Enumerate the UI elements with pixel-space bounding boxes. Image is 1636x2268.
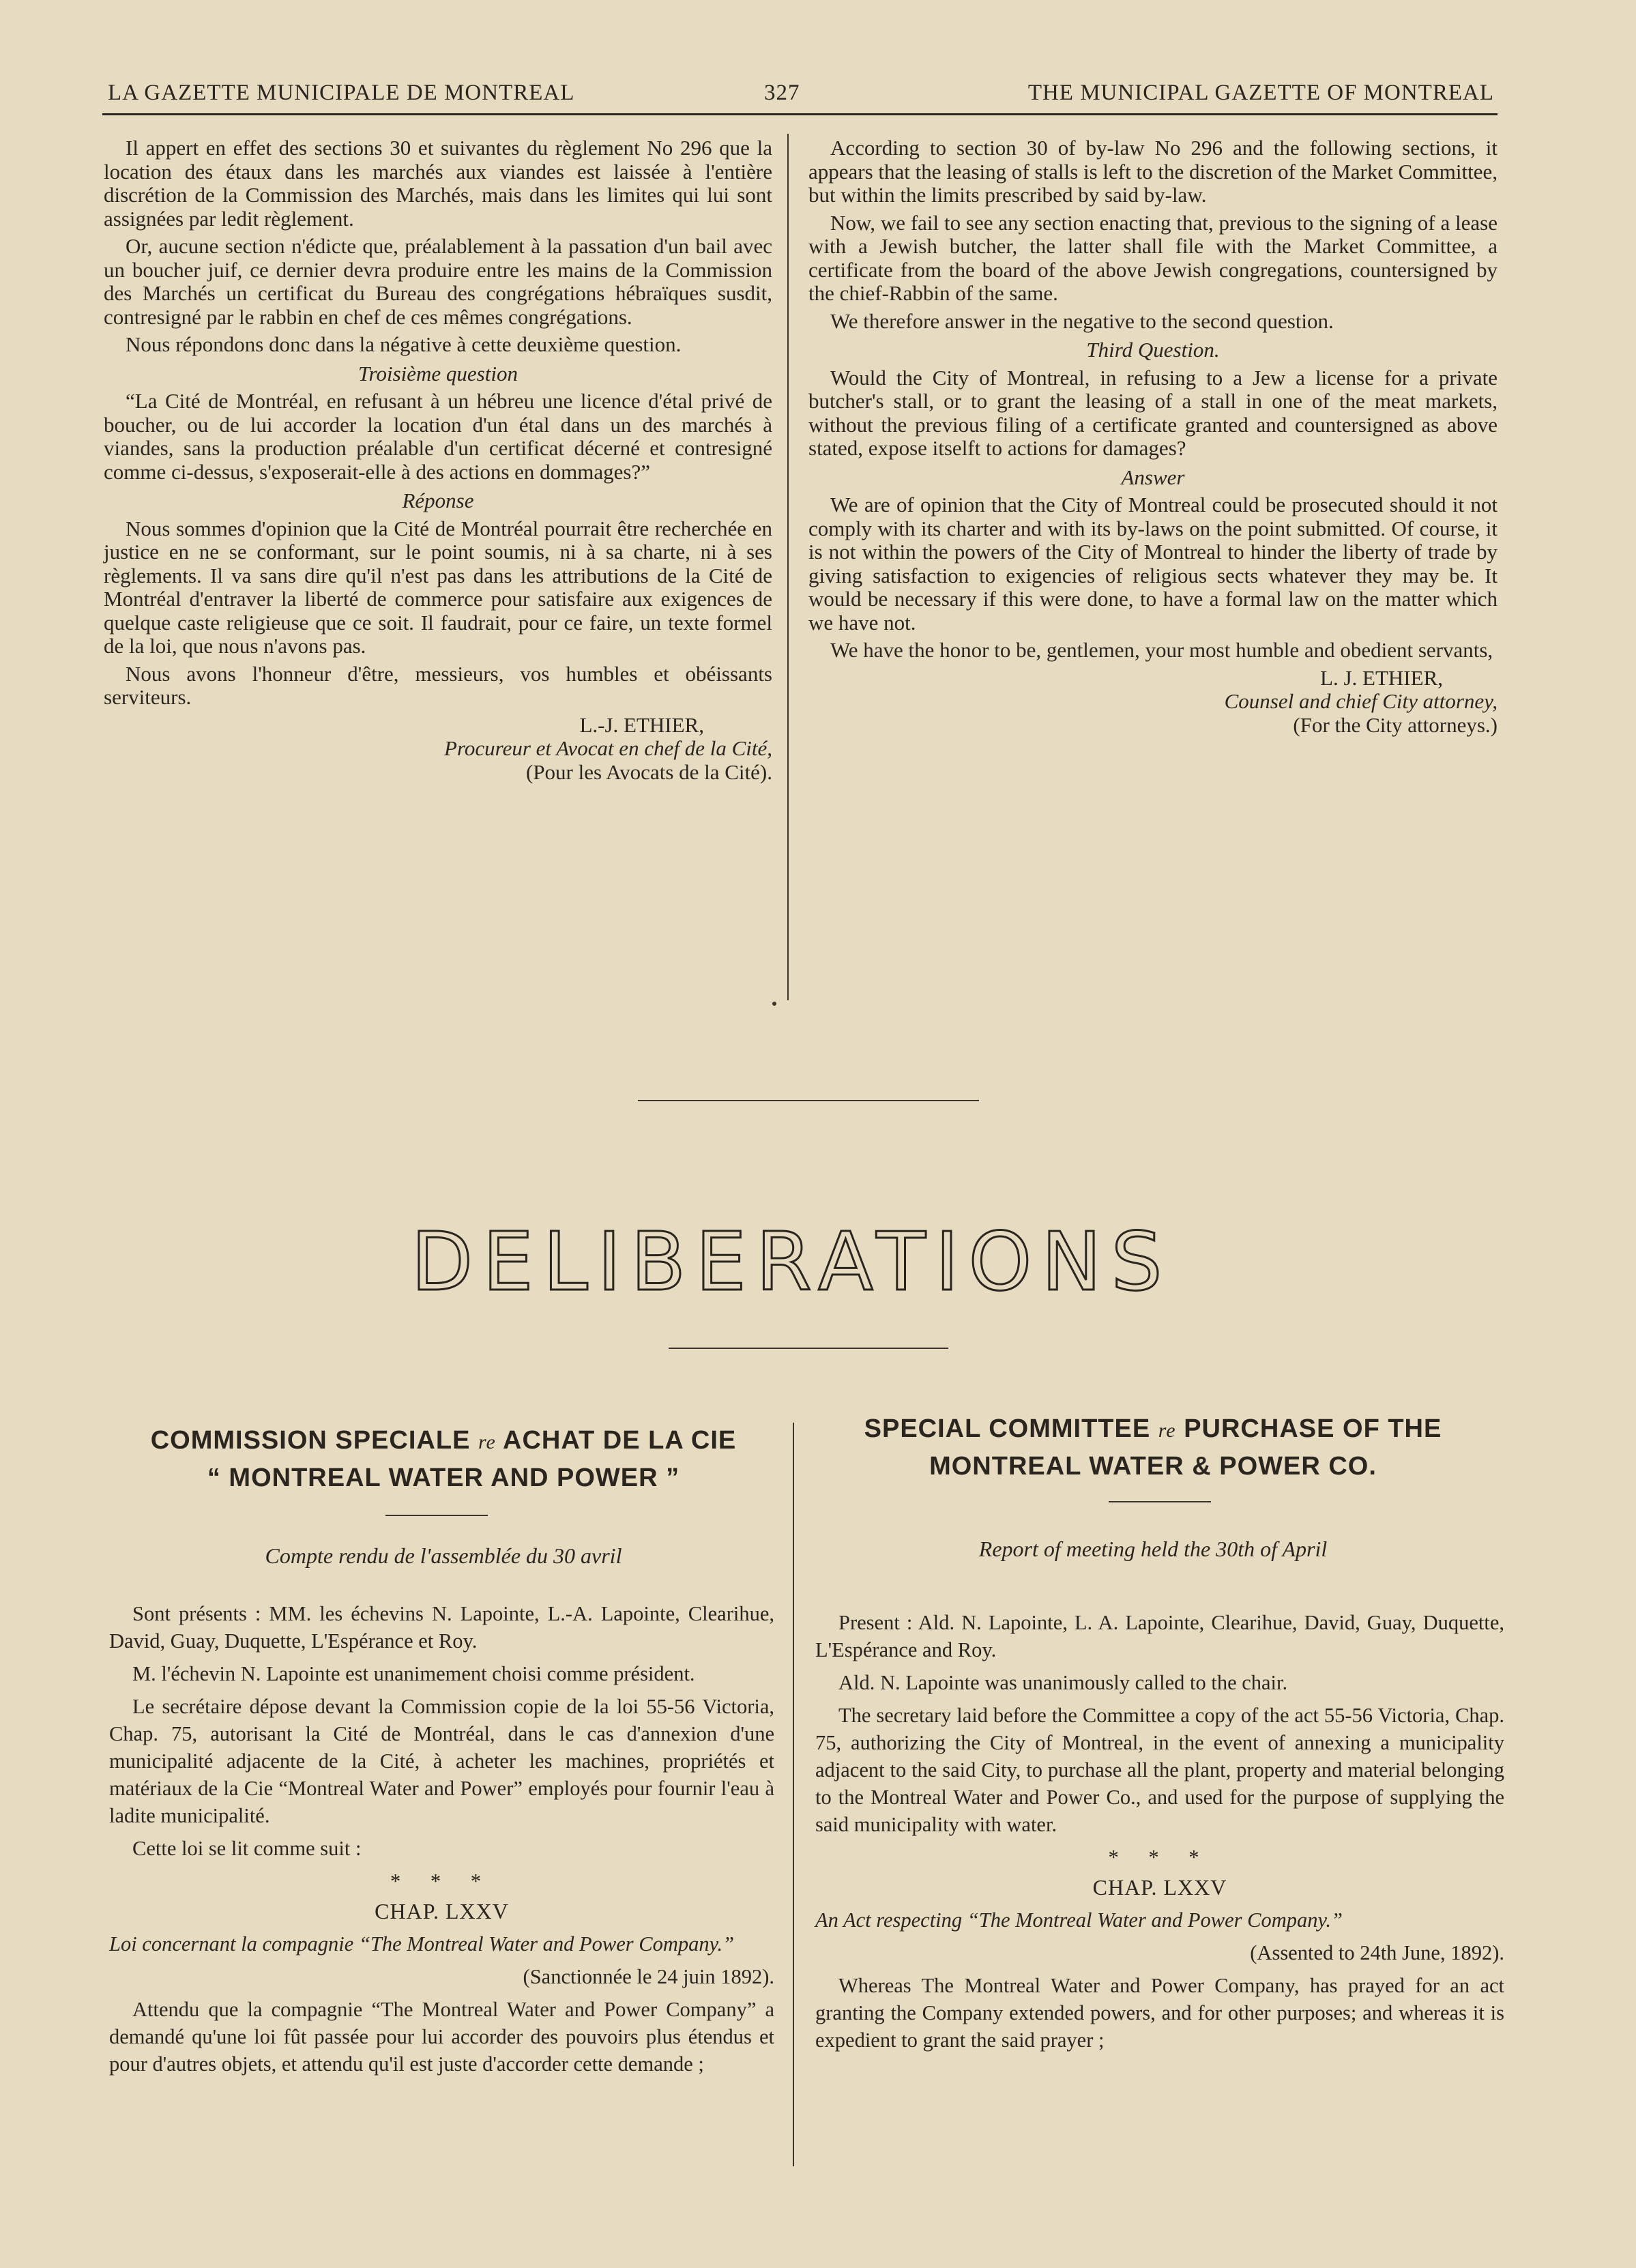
title-line-1: COMMISSION SPECIALE re ACHAT DE LA CIE — [150, 1426, 737, 1455]
paragraph: Sont présents : MM. les échevins N. Lapointe, L.-A. Lapointe, Clearihue, David, Guay, Duquette, L'Espérance et Roy. — [109, 1602, 774, 1653]
title-line-2: MONTREAL WATER & POWER CO. — [929, 1452, 1377, 1481]
title-line-2: “ MONTREAL WATER AND POWER ” — [207, 1464, 680, 1492]
title-rule — [385, 1515, 488, 1516]
signature-title: Counsel and chief City attorney, — [1224, 689, 1498, 713]
signature-name: L. J. ETHIER, — [1320, 665, 1443, 690]
paragraph: Cette loi se lit comme suit : — [132, 1837, 362, 1860]
paragraph: Whereas The Montreal Water and Power Company, has prayed for an act granting the Company extended powers, and for other purposes; and whereas it is expedient to grant the said prayer ; — [815, 1974, 1504, 2052]
french-section-title — [109, 1423, 778, 1496]
paragraph: Would the City of Montreal, in refusing to a Jew a license for a private butcher's stall, or to grant the leasing of a stall in one of the meat markets, without the previous filing of a certificate granted and countersigned as above stated, expose itselft to actions for damages? — [808, 365, 1498, 460]
header-french-title: LA GAZETTE MUNICIPALE DE MONTREAL — [108, 81, 575, 105]
title-rule — [1109, 1501, 1211, 1502]
paragraph: Or, aucune section n'édicte que, préalablement à la passation d'un bail avec un boucher juif, ce dernier devra produire entre les mains de la Commission des Marchés un certificat du Bureau des congrégations hébraïques susdit, contresigné par le rabbin en chef de ces mêmes congrégations. — [104, 234, 772, 329]
header-rule — [102, 113, 1498, 115]
act-title: An Act respecting “The Montreal Water and Power Company.” — [815, 1908, 1343, 1932]
deliberations-banner: DELIBERATIONS — [411, 1215, 1172, 1309]
chapter-heading: CHAP. LXXV — [375, 1899, 509, 1923]
signature-note: (Pour les Avocats de la Cité). — [525, 759, 772, 784]
sanction-date: (Sanctionnée le 24 juin 1892). — [523, 1965, 774, 1988]
paragraph: Attendu que la compagnie “The Montreal Water and Power Company” a demandé qu'une loi fût passée pour lui accorder des pouvoirs plus étendus et pour d'autres objets, et attendu qu'il est juste d'accorder cette demande ; — [109, 1998, 774, 2076]
running-header — [102, 76, 1494, 117]
paragraph: We therefore answer in the negative to the second question. — [830, 308, 1334, 333]
english-subtitle: Report of meeting held the 30th of April — [978, 1537, 1328, 1561]
french-opinion-column — [104, 136, 772, 784]
page-number: 327 — [764, 81, 800, 105]
paragraph: Nous sommes d'opinion que la Cité de Montréal pourrait être recherchée en justice en ne se conformant, sur le point soumis, ni à sa charte, ni à ses règlements. Il va sans dire qu'il n'est pas dans les attributions de la Cité de Montréal d'entraver la liberté de commerce pour satisfaire aux exigences de quelque caste religieuse que ce soit. Il faudrait, pour ce faire, un texte formel de la loi, que nous n'avons pas. — [104, 516, 772, 658]
header-english-title: THE MUNICIPAL GAZETTE OF MONTREAL — [1027, 81, 1494, 105]
paragraph: The secretary laid before the Committee a copy of the act 55-56 Victoria, Chap. 75, authorizing the City of Montreal, in the event of annexing a municipality adjacent to the said City, to purchase all the plant, property and material belonging to the Montreal Water and Power Co., and used for the purpose of supplying the said municipality with water. — [815, 1704, 1504, 1836]
paragraph: We are of opinion that the City of Montreal could be prosecuted should it not comply with its charter and with its by-laws on the point submitted. Of course, it is not within the powers of the City of Montreal to hinder the liberty of trade by giving satisfaction to exigencies of religious sects whatever they may be. It would be necessary if this were done, to have a formal law on the matter which we have not. — [808, 493, 1498, 635]
section-heading: Troisième question — [358, 361, 518, 386]
paragraph: Present : Ald. N. Lapointe, L. A. Lapointe, Clearihue, David, Guay, Duquette, L'Espérance and Roy. — [815, 1611, 1504, 1661]
paragraph: Il appert en effet des sections 30 et suivantes du règlement No 296 que la location des étaux dans les marchés aux viandes est laissée à l'entière discrétion de la Commission des Marchés, mais dans les limites qui lui sont assignées par ledit règlement. — [104, 136, 772, 231]
act-title: Loi concernant la compagnie “The Montreal Water and Power Company.” — [109, 1932, 735, 1956]
signature-name: L.-J. ETHIER, — [579, 712, 704, 737]
french-minutes-column — [109, 1600, 774, 2083]
paragraph: We have the honor to be, gentlemen, your most humble and obedient servants, — [830, 638, 1493, 662]
column-divider-bottom — [793, 1423, 794, 2166]
paragraph: “La Cité de Montréal, en refusant à un hébreu une licence d'étal privé de boucher, ou de lui accorder la location d'un étal dans un des marchés à viandes, sans la production préalable d'un certificat décerné et contresigné comme ci-dessus, s'exposerait-elle à des actions en dommages?” — [104, 389, 772, 484]
section-divider — [638, 1100, 979, 1101]
chapter-heading: CHAP. LXXV — [1092, 1875, 1227, 1900]
print-mark — [772, 1002, 776, 1006]
paragraph: Le secrétaire dépose devant la Commission copie de la loi 55-56 Victoria, Chap. 75, autorisant la Cité de Montréal, dans le cas d'annexion d'une municipalité adjacente de la Cité, à acheter les machines, propriétés et matériaux de la Cie “Montreal Water and Power” employés pour fournir l'eau à ladite municipalité. — [109, 1695, 774, 1827]
paragraph: Nous répondons donc dans la négative à cette deuxième question. — [126, 332, 682, 356]
french-subtitle: Compte rendu de l'assemblée du 30 avril — [265, 1543, 622, 1568]
signature-title: Procureur et Avocat en chef de la Cité, — [444, 736, 772, 760]
title-line-1: SPECIAL COMMITTEE re PURCHASE OF THE — [864, 1414, 1442, 1443]
ornament-stars: * * * — [1108, 1846, 1212, 1869]
section-heading: Réponse — [402, 489, 474, 512]
english-section-title — [812, 1411, 1494, 1484]
paragraph: M. l'échevin N. Lapointe est unanimement choisi comme président. — [132, 1662, 695, 1685]
paragraph: Ald. N. Lapointe was unanimously called to the chair. — [838, 1671, 1288, 1694]
english-opinion-column — [808, 136, 1498, 737]
ornament-stars: * * * — [390, 1870, 493, 1893]
paragraph: According to section 30 of by-law No 296 and the following sections, it appears that the leasing of stalls is left to the discretion of the Market Committee, but within the limits prescribed by said by-law. — [808, 136, 1498, 207]
column-divider-top — [787, 134, 789, 1000]
banner-underline — [669, 1348, 948, 1349]
assent-date: (Assented to 24th June, 1892). — [1250, 1941, 1504, 1964]
section-heading: Third Question. — [1086, 338, 1220, 362]
signature-note: (For the City attorneys.) — [1293, 712, 1498, 737]
english-minutes-column — [815, 1609, 1504, 2059]
section-heading: Answer — [1121, 465, 1185, 489]
paragraph: Now, we fail to see any section enacting that, previous to the signing of a lease with a Jewish butcher, the latter shall file with the Market Committee, a certificate from the board of the above Jewish congregations, countersigned by the chief-Rabbin of the same. — [808, 210, 1498, 305]
paragraph: Nous avons l'honneur d'être, messieurs, vos humbles et obéissants serviteurs. — [104, 661, 772, 709]
